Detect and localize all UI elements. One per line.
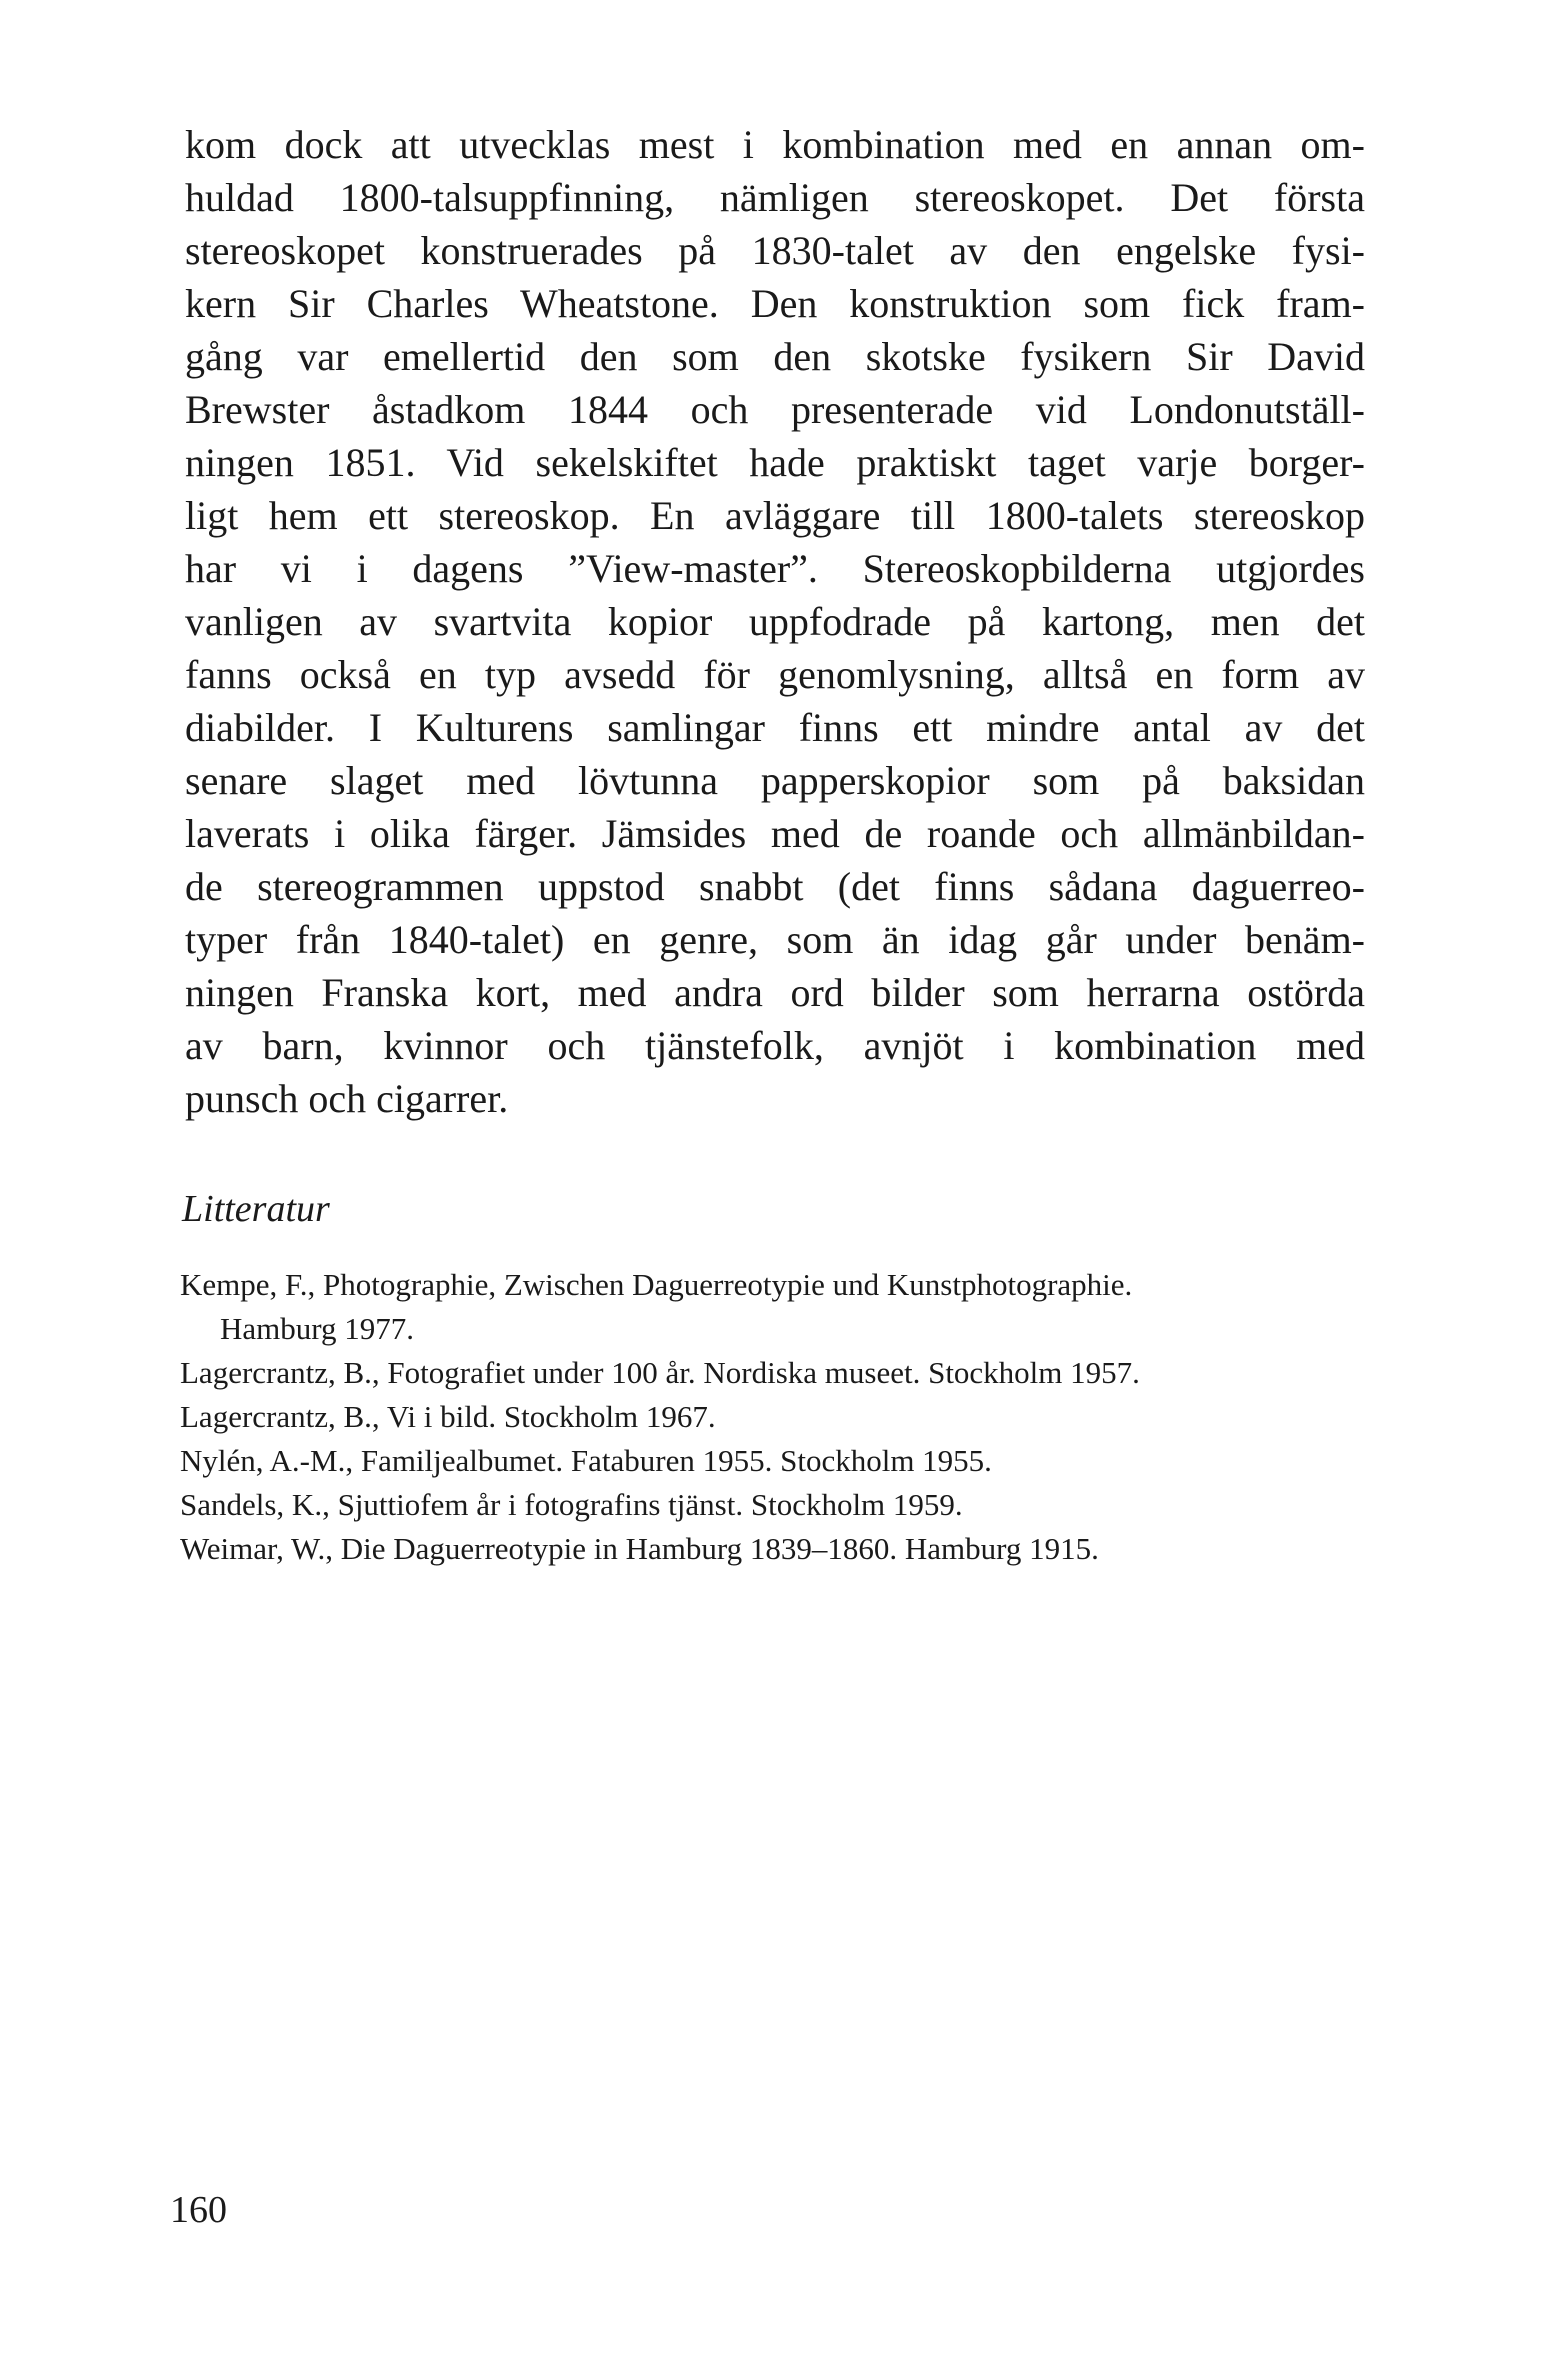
literature-list xyxy=(180,1263,1380,1571)
literature-entry-continuation: Hamburg 1977. xyxy=(220,1311,415,1346)
literature-entry: Kempe, F., Photographie, Zwischen Daguerreotypie und Kunstphotographie. xyxy=(180,1267,1133,1302)
literature-entry: Nylén, A.-M., Familjealbumet. Fataburen 1955. Stockholm 1955. xyxy=(180,1443,992,1478)
body-paragraph xyxy=(185,118,1365,1125)
literature-entry: Lagercrantz, B., Fotografiet under 100 år. Nordiska museet. Stockholm 1957. xyxy=(180,1355,1140,1390)
literature-heading: Litteratur xyxy=(182,1188,330,1230)
body-line-10: vanligen av svartvita kopior uppfodrade på kartong, men det xyxy=(185,599,1365,644)
body-line-3: stereoskopet konstruerades på 1830-talet av den engelske fysi- xyxy=(185,228,1365,273)
literature-entry: Weimar, W., Die Daguerreotypie in Hamburg 1839–1860. Hamburg 1915. xyxy=(180,1531,1099,1566)
page-number: 160 xyxy=(170,2189,227,2231)
body-line-6: Brewster åstadkom 1844 och presenterade vid Londonutställ- xyxy=(185,387,1365,432)
body-line-17: ningen Franska kort, med andra ord bilder som herrarna ostörda xyxy=(185,970,1365,1015)
body-line-4: kern Sir Charles Wheatstone. Den konstruktion som fick fram- xyxy=(185,281,1365,326)
body-line-8: ligt hem ett stereoskop. En avläggare till 1800-talets stereoskop xyxy=(185,493,1365,538)
body-line-11: fanns också en typ avsedd för genomlysning, alltså en form av xyxy=(185,652,1365,697)
body-line-5: gång var emellertid den som den skotske fysikern Sir David xyxy=(185,334,1365,379)
literature-entry: Sandels, K., Sjuttiofem år i fotografins tjänst. Stockholm 1959. xyxy=(180,1487,963,1522)
body-line-16: typer från 1840-talet) en genre, som än idag går under benäm- xyxy=(185,917,1365,962)
body-line-19: punsch och cigarrer. xyxy=(185,1076,509,1121)
body-line-13: senare slaget med lövtunna papperskopior som på baksidan xyxy=(185,758,1365,803)
body-line-14: laverats i olika färger. Jämsides med de roande och allmänbildan- xyxy=(185,811,1365,856)
body-line-18: av barn, kvinnor och tjänstefolk, avnjöt i kombination med xyxy=(185,1023,1365,1068)
body-line-7: ningen 1851. Vid sekelskiftet hade praktiskt taget varje borger- xyxy=(185,440,1365,485)
body-line-12: diabilder. I Kulturens samlingar finns ett mindre antal av det xyxy=(185,705,1365,750)
body-line-2: huldad 1800-talsuppfinning, nämligen stereoskopet. Det första xyxy=(185,175,1365,220)
body-line-9: har vi i dagens ”View-master”. Stereoskopbilderna utgjordes xyxy=(185,546,1365,591)
body-line-1: kom dock att utvecklas mest i kombination med en annan om- xyxy=(185,122,1365,167)
literature-entry: Lagercrantz, B., Vi i bild. Stockholm 1967. xyxy=(180,1399,716,1434)
body-line-15: de stereogrammen uppstod snabbt (det finns sådana daguerreo- xyxy=(185,864,1365,909)
